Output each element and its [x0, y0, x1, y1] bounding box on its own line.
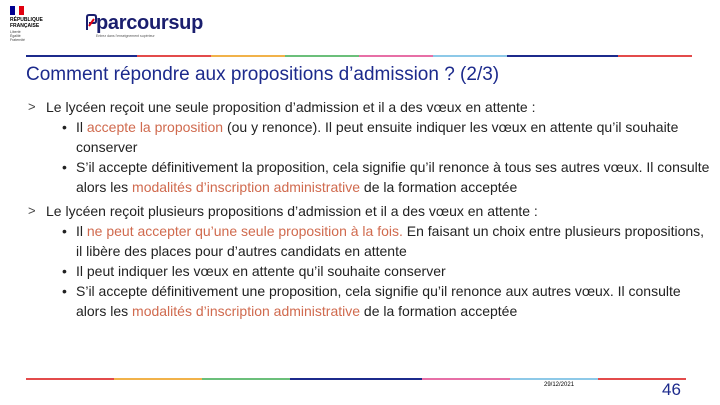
bullet-text: Il	[76, 119, 87, 135]
bullet-dot-icon: •	[62, 283, 67, 299]
highlighted-text: accepte la proposition	[86, 119, 224, 135]
bullet-list	[26, 221, 712, 321]
parcoursup-tagline: Entrez dans l'enseignement supérieur	[96, 34, 155, 38]
footer-divider	[26, 378, 686, 380]
parcoursup-wordmark: parcoursup	[96, 12, 204, 34]
slide-content	[26, 97, 712, 325]
section-heading-text: Le lycéen reçoit une seule proposition d’admission et il a des vœux en attente :	[46, 99, 536, 115]
bullet-text: Il peut indiquer les vœux en attente qu’il souhaite conserver	[76, 263, 446, 279]
bullet-text: S’il accepte définitivement une proposition, cela signifie qu’il renonce aux autres vœux. Il consulte alors les	[76, 283, 681, 319]
content-section	[26, 201, 712, 321]
bullet-item	[26, 157, 712, 197]
highlighted-text: ne peut accepter qu’une seule proposition à la fois.	[86, 223, 403, 239]
section-heading-text: Le lycéen reçoit plusieurs propositions d’admission et il a des vœux en attente :	[46, 203, 538, 219]
bullet-dot-icon: •	[62, 159, 67, 175]
republique-francaise-logo	[10, 6, 54, 50]
header-divider	[26, 55, 692, 57]
section-heading	[26, 97, 712, 117]
page-number: 46	[662, 380, 681, 399]
french-flag-icon	[10, 6, 24, 15]
bullet-text: S’il accepte définitivement la proposition, cela signifie qu’il renonce à tous ses autres vœux. Il consulte alors les	[76, 159, 710, 195]
section-heading	[26, 201, 712, 221]
highlighted-text: modalités d’inscription administrative	[132, 179, 361, 195]
bullet-item	[26, 281, 712, 321]
bullet-dot-icon: •	[62, 223, 67, 239]
bullet-text: En faisant un choix entre plusieurs propositions, il libère des places pour d’autres candidats en attente	[76, 223, 705, 259]
bullet-text: de la formation acceptée	[360, 303, 518, 319]
republique-motto: Liberté Égalité Fraternité	[10, 30, 25, 42]
chevron-right-icon: >	[28, 99, 36, 114]
bullet-item	[26, 261, 712, 281]
slide-title: Comment répondre aux propositions d’admission ? (2/3)	[26, 64, 500, 85]
content-section	[26, 97, 712, 197]
slide-date: 29/12/2021	[544, 382, 575, 388]
bullet-dot-icon: •	[62, 119, 67, 135]
bullet-item	[26, 117, 712, 157]
bullet-text: (ou y renonce). Il peut ensuite indiquer les vœux en attente qu’il souhaite conserver	[76, 119, 679, 155]
bullet-list	[26, 117, 712, 197]
slide-header	[0, 0, 720, 55]
republique-francaise-name: RÉPUBLIQUE FRANÇAISE	[10, 17, 43, 29]
bullet-dot-icon: •	[62, 263, 67, 279]
bullet-item	[26, 221, 712, 261]
highlighted-text: modalités d’inscription administrative	[132, 303, 361, 319]
bullet-text: Il	[76, 223, 87, 239]
bullet-text: de la formation acceptée	[360, 179, 518, 195]
chevron-right-icon: >	[28, 203, 36, 218]
